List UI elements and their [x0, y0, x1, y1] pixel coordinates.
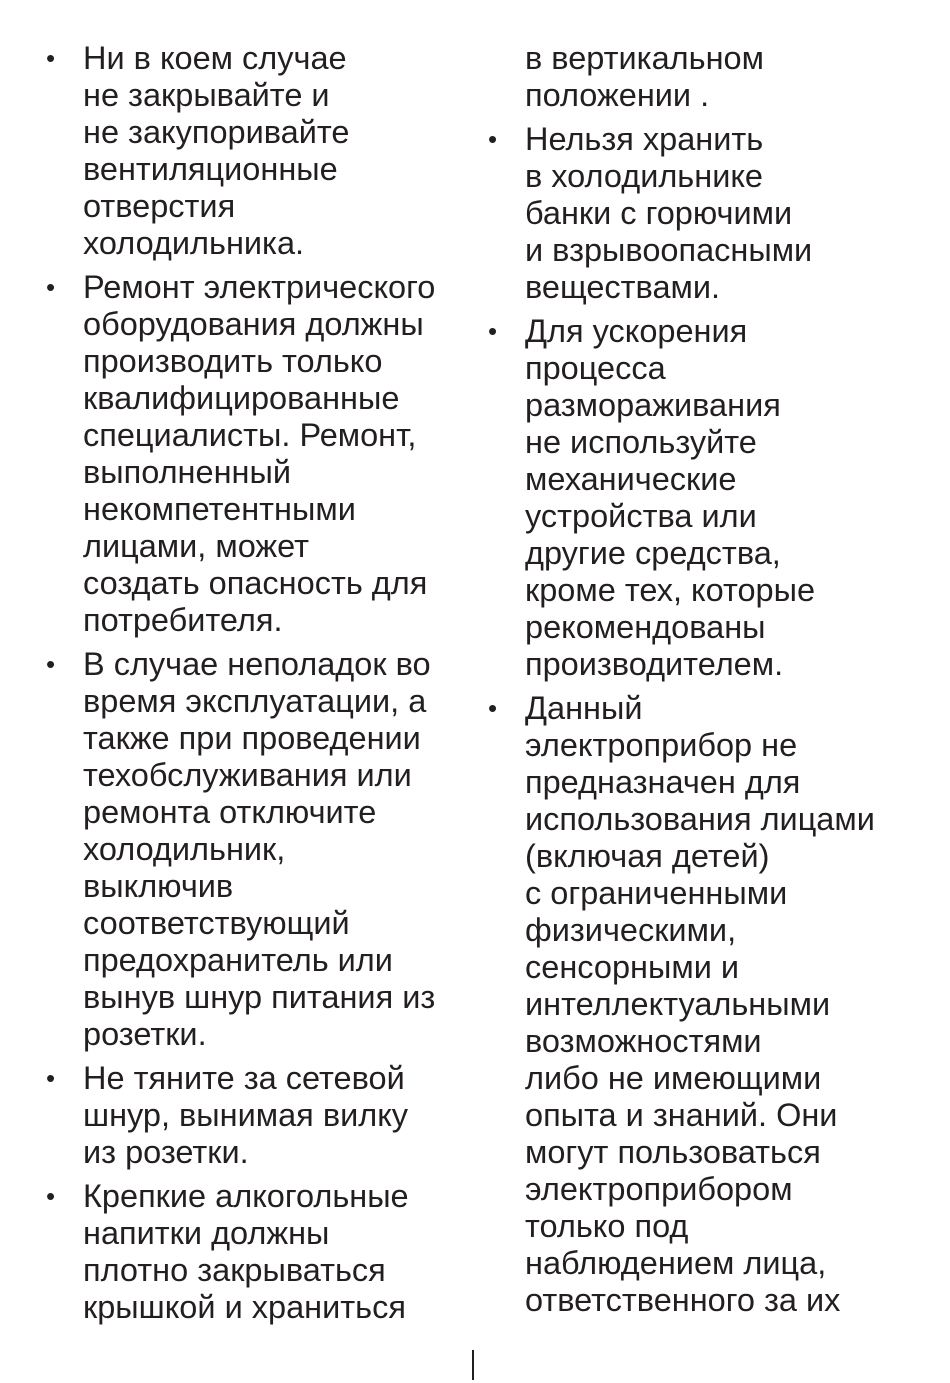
text-line: только под	[525, 1208, 689, 1244]
text-line: холодильника.	[83, 225, 305, 261]
text-line: Для ускорения	[525, 313, 748, 349]
bullet-icon: •	[488, 693, 498, 723]
text-line: использования лицами	[525, 801, 875, 837]
text-line: Нельзя хранить	[525, 121, 764, 157]
bullet-icon: •	[488, 124, 498, 154]
text-line: с ограниченными	[525, 875, 788, 911]
list-item-malfunction	[40, 646, 470, 1053]
text-line: другие средства,	[525, 535, 781, 571]
text-line: рекомендованы	[525, 609, 766, 645]
text-line: Не тяните за сетевой	[83, 1060, 405, 1096]
text-line: соответствующий	[83, 905, 350, 941]
text-line: электроприбор не	[525, 727, 798, 763]
text-line: Ремонт электрического	[83, 269, 436, 305]
left-column	[40, 40, 470, 1333]
list-item-ventilation	[40, 40, 470, 262]
text-line: процесса	[525, 350, 666, 386]
right-column	[482, 40, 922, 1326]
text-line: и взрывоопасными	[525, 232, 813, 268]
bullet-icon: •	[46, 1181, 56, 1211]
text-line: производителем.	[525, 646, 784, 682]
text-line: вынув шнур питания из	[83, 979, 436, 1015]
text-line: механические	[525, 461, 737, 497]
text-line: в вертикальном	[525, 40, 764, 76]
text-line: размораживания	[525, 387, 781, 423]
text-line: техобслуживания или	[83, 757, 412, 793]
text-line: предохранитель или	[83, 942, 393, 978]
list-item-repair	[40, 269, 470, 639]
text-line: из розетки.	[83, 1134, 249, 1170]
text-line: плотно закрываться	[83, 1252, 386, 1288]
text-line: либо не имеющими	[525, 1060, 822, 1096]
text-line: кроме тех, которые	[525, 572, 816, 608]
continued-text	[482, 40, 922, 114]
text-line: выключив	[83, 868, 234, 904]
text-line: крышкой и храниться	[83, 1289, 406, 1325]
text-line: электроприбором	[525, 1171, 793, 1207]
text-line: Данный	[525, 690, 643, 726]
text-line: не закупоривайте	[83, 114, 350, 150]
text-line: банки с горючими	[525, 195, 793, 231]
text-line: отверстия	[83, 188, 236, 224]
text-line: холодильник,	[83, 831, 286, 867]
list-item-defrosting	[482, 313, 922, 683]
text-line: вентиляционные	[83, 151, 338, 187]
text-line: не используйте	[525, 424, 757, 460]
text-line: возможностями	[525, 1023, 762, 1059]
text-line: не закрывайте и	[83, 77, 330, 113]
text-line: шнур, вынимая вилку	[83, 1097, 409, 1133]
text-line: лицами, может	[83, 528, 310, 564]
text-line: В случае неполадок во	[83, 646, 431, 682]
text-line: ремонта отключите	[83, 794, 377, 830]
text-line: сенсорными и	[525, 949, 740, 985]
text-line: потребителя.	[83, 602, 283, 638]
list-item-flammables	[482, 121, 922, 306]
text-line: розетки.	[83, 1016, 207, 1052]
bullet-icon: •	[46, 1063, 56, 1093]
text-line: (включая детей)	[525, 838, 770, 874]
text-line: Ни в коем случае	[83, 40, 347, 76]
text-line: производить только	[83, 343, 383, 379]
text-line: специалисты. Ремонт,	[83, 417, 417, 453]
bullet-icon: •	[46, 43, 56, 73]
text-line: веществами.	[525, 269, 721, 305]
bullet-icon: •	[488, 316, 498, 346]
text-line: наблюдением лица,	[525, 1245, 827, 1281]
text-line: интеллектуальными	[525, 986, 831, 1022]
text-line: ответственного за их	[525, 1282, 841, 1318]
text-line: предназначен для	[525, 764, 801, 800]
bullet-icon: •	[46, 272, 56, 302]
text-line: Крепкие алкогольные	[83, 1178, 409, 1214]
text-line: оборудования должны	[83, 306, 424, 342]
text-line: устройства или	[525, 498, 757, 534]
text-line: физическими,	[525, 912, 737, 948]
text-line: выполненный	[83, 454, 291, 490]
text-line: создать опасность для	[83, 565, 428, 601]
text-line: квалифицированные	[83, 380, 400, 416]
text-line: напитки должны	[83, 1215, 330, 1251]
list-item-alcohol	[40, 1178, 470, 1326]
text-line: в холодильнике	[525, 158, 764, 194]
list-item-power-cord	[40, 1060, 470, 1171]
text-line: время эксплуатации, а	[83, 683, 427, 719]
text-line: положении .	[525, 77, 710, 113]
bullet-icon: •	[46, 649, 56, 679]
text-line: также при проведении	[83, 720, 421, 756]
list-item-restricted-use	[482, 690, 922, 1319]
text-line: могут пользоваться	[525, 1134, 821, 1170]
text-line: некомпетентными	[83, 491, 356, 527]
text-line: опыта и знаний. Они	[525, 1097, 838, 1133]
page-divider-mark	[472, 1350, 474, 1380]
